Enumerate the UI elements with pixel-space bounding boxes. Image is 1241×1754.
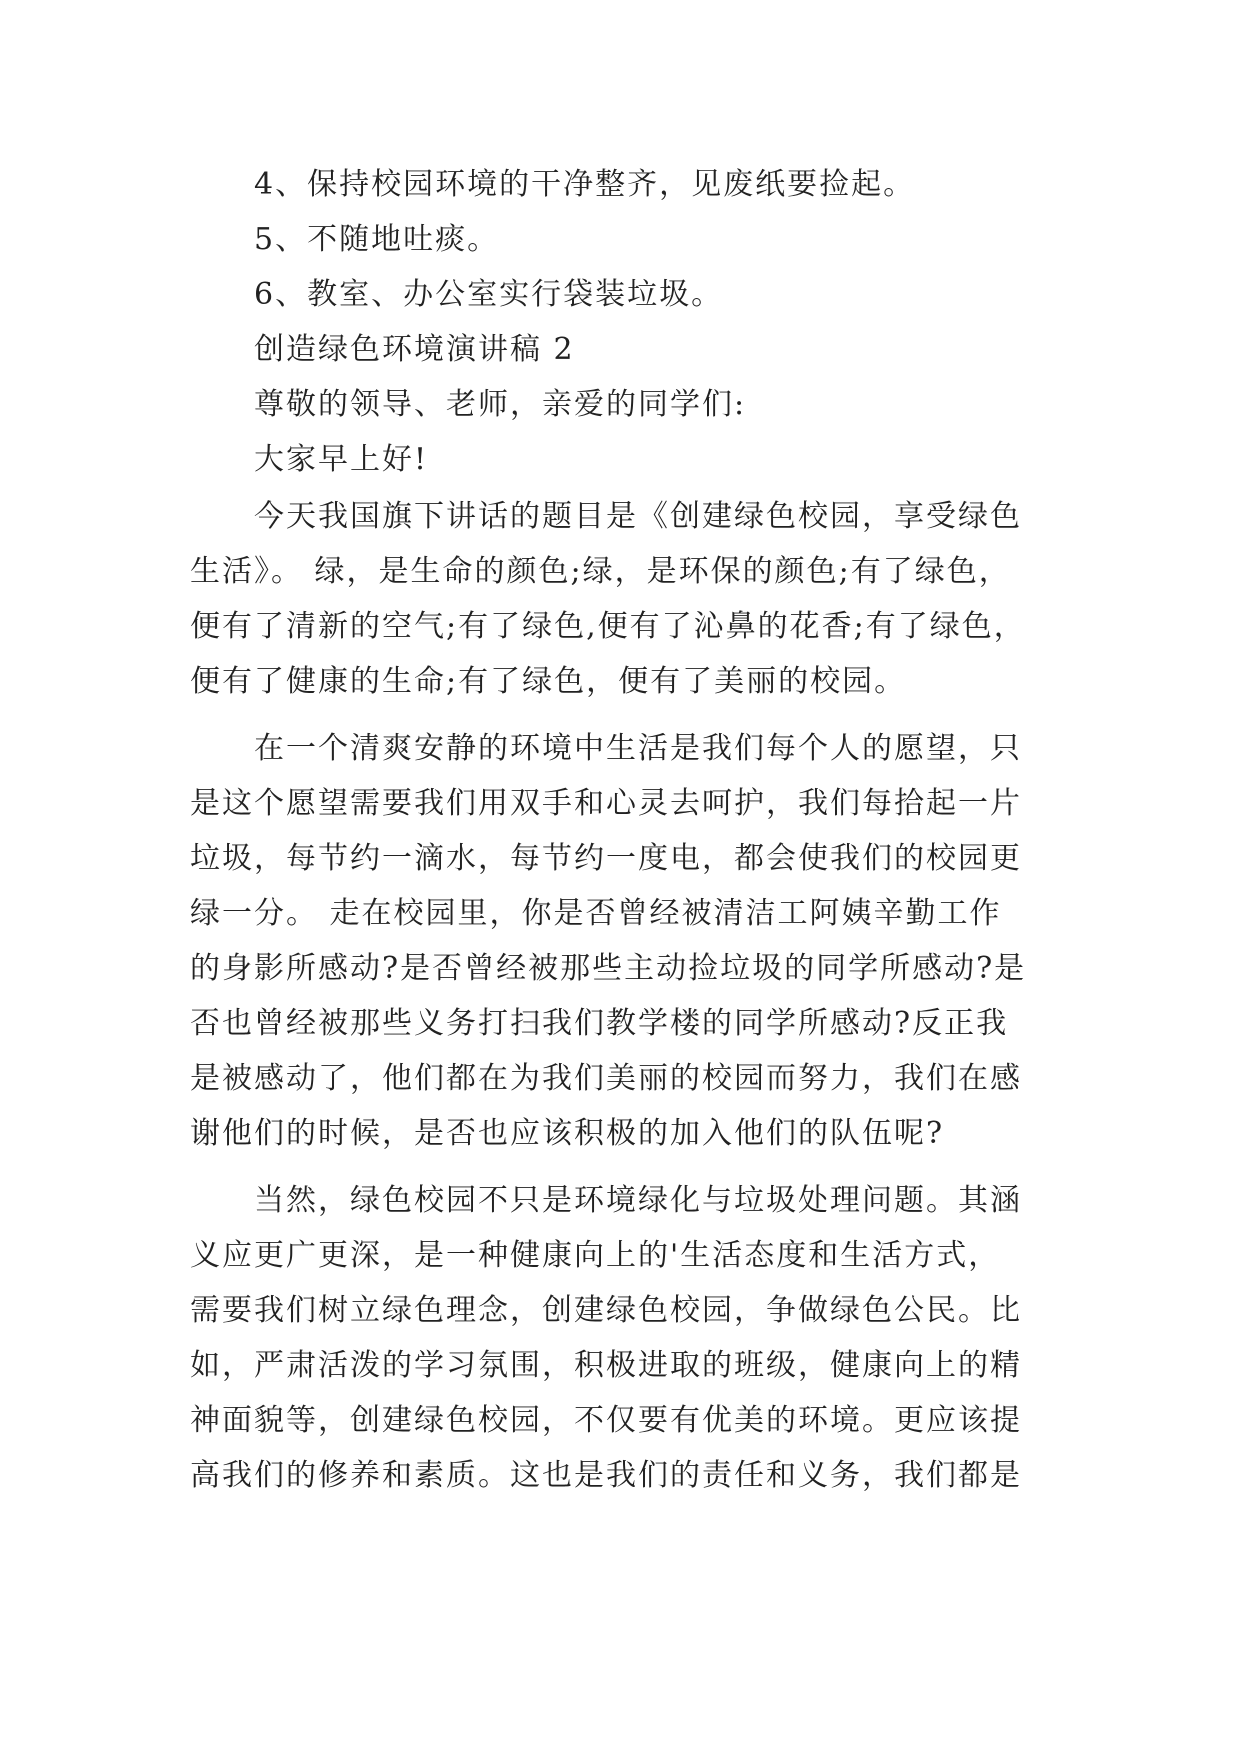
- section-title: 创造绿色环境演讲稿 2: [254, 332, 575, 367]
- salutation: 尊敬的领导、老师，亲爱的同学们:: [254, 387, 747, 422]
- paragraph-line: 否也曾经被那些义务打扫我们教学楼的同学所感动?反正我: [190, 1006, 1009, 1041]
- paragraph-line: 绿一分。 走在校园里，你是否曾经被清洁工阿姨辛勤工作: [190, 896, 1002, 931]
- paragraph-line: 需要我们树立绿色理念，创建绿色校园，争做绿色公民。比: [190, 1293, 1022, 1328]
- paragraph-line: 是这个愿望需要我们用双手和心灵去呵护，我们每拾起一片: [190, 786, 1022, 821]
- paragraph-line: 今天我国旗下讲话的题目是《创建绿色校园，享受绿色: [254, 499, 1022, 534]
- paragraph-line: 义应更广更深，是一种健康向上的'生活态度和生活方式，: [190, 1238, 1001, 1273]
- list-item-5: 5、不随地吐痰。: [254, 222, 500, 257]
- paragraph-line: 神面貌等，创建绿色校园，不仅要有优美的环境。更应该提: [190, 1403, 1022, 1438]
- paragraph-line: 高我们的修养和素质。这也是我们的责任和义务，我们都是: [190, 1458, 1022, 1493]
- paragraph-line: 便有了清新的空气;有了绿色,便有了沁鼻的花香;有了绿色，: [190, 609, 1026, 644]
- paragraph-line: 如，严肃活泼的学习氛围，积极进取的班级，健康向上的精: [190, 1348, 1022, 1383]
- paragraph-line: 当然，绿色校园不只是环境绿化与垃圾处理问题。其涵: [254, 1183, 1022, 1218]
- paragraph-line: 的身影所感动?是否曾经被那些主动捡垃圾的同学所感动?是: [190, 951, 1027, 986]
- list-item-4: 4、保持校园环境的干净整齐，见废纸要捡起。: [254, 167, 916, 202]
- greeting: 大家早上好!: [254, 442, 429, 477]
- paragraph-line: 便有了健康的生命;有了绿色，便有了美丽的校园。: [190, 664, 907, 699]
- paragraph-line: 垃圾，每节约一滴水，每节约一度电，都会使我们的校园更: [190, 841, 1022, 876]
- list-item-6: 6、教室、办公室实行袋装垃圾。: [254, 277, 724, 312]
- paragraph-line: 生活》。 绿，是生命的颜色;绿，是环保的颜色;有了绿色，: [190, 554, 1011, 589]
- paragraph-line: 是被感动了，他们都在为我们美丽的校园而努力，我们在感: [190, 1061, 1022, 1096]
- paragraph-line: 在一个清爽安静的环境中生活是我们每个人的愿望，只: [254, 731, 1022, 766]
- paragraph-line: 谢他们的时候，是否也应该积极的加入他们的队伍呢?: [190, 1116, 945, 1151]
